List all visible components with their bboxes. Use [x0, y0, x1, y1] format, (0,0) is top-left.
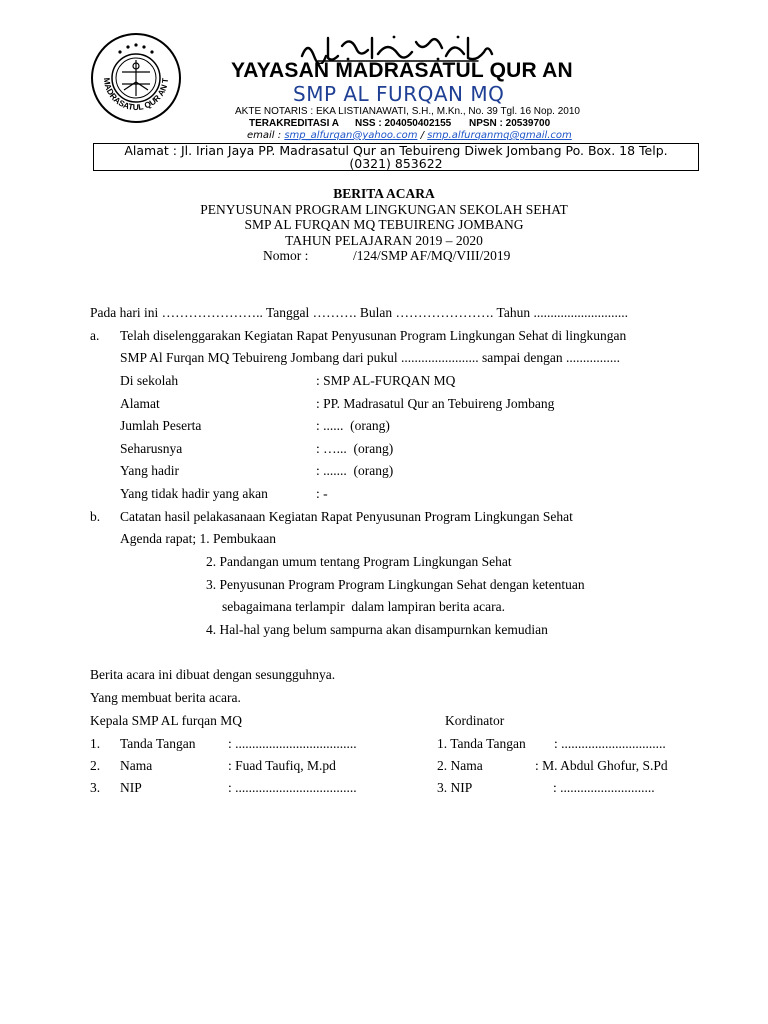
email-link-yahoo[interactable]: smp_alfurqan@yahoo.com — [284, 130, 418, 141]
email-separator: / — [417, 130, 428, 141]
agenda-line: sebagaimana terlampir dalam lampiran berita acara. — [222, 599, 505, 614]
accreditation-line — [249, 118, 550, 129]
document-heading: BERITA ACARA — [333, 186, 435, 201]
notary-deed: AKTE NOTARIS : EKA LISTIANAWATI, S.H., M.Kn., No. 39 Tgl. 16 Nop. 2010 — [235, 106, 580, 117]
agenda-line: 2. Pandangan umum tentang Program Lingkungan Sehat — [206, 554, 512, 569]
agenda-line: 3. Penyusunan Program Program Lingkungan Sehat dengan ketentuan — [206, 577, 585, 592]
field-label: Yang tidak hadir yang akan — [120, 486, 268, 501]
sig-right-label: 1. Tanda Tangan — [437, 736, 526, 751]
item-a-marker: a. — [90, 328, 100, 343]
sig-left-label: Nama — [120, 758, 153, 773]
sig-left-value: : Fuad Taufiq, M.pd — [228, 758, 336, 773]
sig-right-value: : ............................ — [553, 780, 655, 795]
field-value: : PP. Madrasatul Qur an Tebuireng Jombang — [316, 396, 555, 411]
item-b-line-1: Catatan hasil pelakasanaan Kegiatan Rapat Penyusunan Program Lingkungan Sehat — [120, 509, 573, 524]
school-name: SMP AL FURQAN MQ — [293, 82, 505, 106]
sig-right-label: 2. Nama — [437, 758, 483, 773]
npsn: NPSN : 20539700 — [469, 118, 551, 129]
field-label: Seharusnya — [120, 441, 183, 456]
sig-left-value: : .................................... — [228, 780, 357, 795]
signer-left-title: Kepala SMP AL furqan MQ — [90, 713, 242, 728]
item-a-line-1: Telah diselenggarakan Kegiatan Rapat Penyusunan Program Lingkungan Sehat di lingkungan — [120, 328, 627, 343]
field-value: : …... (orang) — [316, 441, 394, 456]
field-value: : ....... (orang) — [316, 463, 394, 478]
nomor-label: Nomor : — [263, 248, 309, 263]
title-line-4: TAHUN PELAJARAN 2019 – 2020 — [285, 233, 483, 248]
field-label: Di sekolah — [120, 373, 179, 388]
sig-left-label: NIP — [120, 780, 142, 795]
signer-right-title: Kordinator — [445, 713, 505, 728]
field-label: Yang hadir — [120, 463, 180, 478]
agenda-line: Agenda rapat; 1. Pembukaan — [120, 531, 276, 546]
school-logo — [90, 32, 182, 124]
address-box — [93, 143, 699, 171]
sig-left-value: : .................................... — [228, 736, 357, 751]
accreditation: TERAKREDITASI A — [249, 118, 339, 129]
item-b-marker: b. — [90, 509, 101, 524]
nomor-value: /124/SMP AF/MQ/VIII/2019 — [353, 248, 511, 263]
sig-left-label: Tanda Tangan — [120, 736, 196, 751]
sig-left-num: 3. — [90, 780, 101, 795]
agenda-line: 4. Hal-hal yang belum sampurna akan disampurnkan kemudian — [206, 622, 548, 637]
foundation-name: YAYASAN MADRASATUL QUR AN — [231, 59, 573, 82]
title-line-3: SMP AL FURQAN MQ TEBUIRENG JOMBANG — [244, 217, 524, 232]
address-line-2: (0321) 853622 — [349, 156, 443, 171]
sig-right-value: : ............................... — [554, 736, 666, 751]
item-a-line-2: SMP Al Furqan MQ Tebuireng Jombang dari pukul ....................... sampai dengan ................ — [120, 350, 621, 365]
field-value: : - — [316, 486, 328, 501]
address-line-1: Alamat : Jl. Irian Jaya PP. Madrasatul Qur an Tebuireng Diwek Jombang Po. Box. 18 Telp. — [124, 143, 668, 158]
opening-line: Pada hari ini ………………….. Tanggal ………. Bulan …………………. Tahun ............................ — [90, 305, 628, 320]
sig-left-num: 2. — [90, 758, 101, 773]
nss: NSS : 204050402155 — [355, 118, 452, 129]
svg-text:MADRASATUL QUR AN TEBUIRENG: MADRASATUL QUR AN T — [101, 77, 171, 113]
email-line — [247, 130, 572, 141]
closing-line-1: Berita acara ini dibuat dengan sesungguhnya. — [90, 667, 336, 682]
title-line-2: PENYUSUNAN PROGRAM LINGKUNGAN SEKOLAH SEHAT — [200, 202, 568, 217]
field-label: Alamat — [120, 396, 160, 411]
sig-left-num: 1. — [90, 736, 101, 751]
field-value: : SMP AL-FURQAN MQ — [316, 373, 456, 388]
closing-line-2: Yang membuat berita acara. — [90, 690, 241, 705]
sig-right-label: 3. NIP — [437, 780, 473, 795]
email-label: email : — [247, 130, 282, 141]
field-value: : ...... (orang) — [316, 418, 390, 433]
sig-right-value: : M. Abdul Ghofur, S.Pd — [535, 758, 668, 773]
email-link-gmail[interactable]: smp.alfurqanmq@gmail.com — [427, 130, 572, 141]
field-label: Jumlah Peserta — [120, 418, 202, 433]
